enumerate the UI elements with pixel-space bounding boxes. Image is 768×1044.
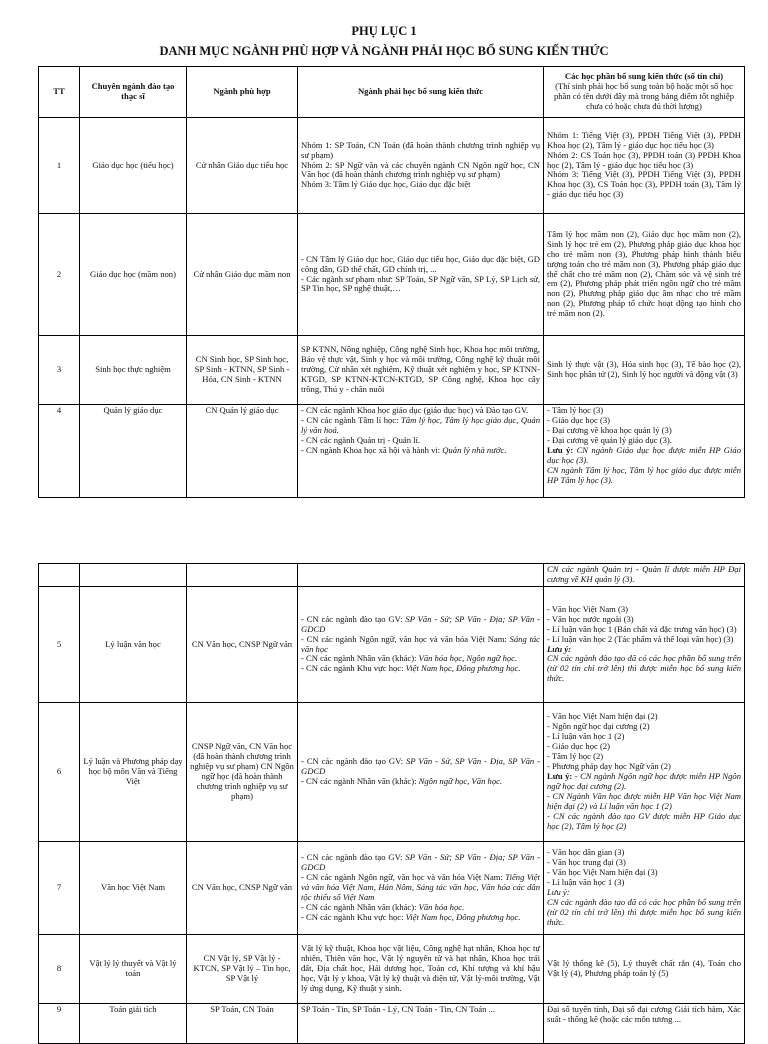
course-line: - Đại cương về quản lý giáo dục (3). (547, 434, 672, 445)
row-courses (544, 587, 745, 703)
row-courses (544, 703, 745, 842)
supp-prefix: - CN các ngành Khu vực học: (301, 663, 406, 674)
course-line: - Lí luận văn học 1 (2) (547, 731, 625, 742)
course-group-2: Nhóm 2: CS Toán học (3), PPDH toán (3) PPDH Khoa học (2), Tâm lý - giáo dục học tiểu học (3) (547, 149, 741, 170)
course-note (547, 446, 741, 466)
supp-line (301, 757, 540, 777)
course-note: CN ngành Tâm lý học, Tâm lý học giáo dục được miễn HP Tâm lý học (3). (547, 464, 741, 485)
row-fit (187, 564, 298, 587)
row-courses: Sinh lý thực vật (3), Hóa sinh học (3), Tế bào học (2), Sinh học phân tử (2), Sinh lý học người và động vật (3) (544, 336, 745, 405)
supp-prefix: - CN các ngành đào tạo GV: (301, 852, 406, 863)
course-line: - Văn học nước ngoài (3) (547, 613, 634, 624)
supp-detail: Tiếng Việt và văn hóa Việt Nam, Hán Nôm, Sáng tác văn học, Văn hóa các dân tộc thiểu số Việt Nam (301, 872, 540, 902)
course-line: - Đại cương về khoa học quản lý (3) (547, 424, 672, 435)
supp-prefix: - CN các ngành đào tạo GV: (301, 613, 406, 624)
row-major: Quản lý giáo dục (80, 405, 187, 498)
supp-line (301, 446, 540, 456)
note-label: Lưu ý: (547, 887, 570, 897)
row-major: Giáo dục học (tiểu học) (80, 118, 187, 214)
header-fit: Ngành phù hợp (187, 67, 298, 118)
row-tt: 8 (39, 935, 80, 1004)
note-label: Lưu ý: (547, 771, 573, 781)
table-row (39, 118, 745, 214)
course-line: - Lí luận văn học 2 (Tác phẩm và thể loại văn học) (3) (547, 633, 734, 644)
supp-detail: Quản lý nhà nước. (442, 444, 507, 455)
header-courses-note: (Thí sinh phải học bổ sung toàn bộ hoặc một số học phần có tên dưới đây mà trong bảng điểm tốt nghiệp chưa có hoặc chưa đủ thời lượng) (553, 81, 735, 111)
row-major (80, 564, 187, 587)
row-courses: Đại số tuyến tính, Đại số đại cương Giải tích hàm, Xác suất - thống kê (hoặc các môn tương ... (544, 1004, 745, 1044)
course-line: - Giáo dục học (3) (547, 414, 610, 425)
supp-line (301, 853, 540, 873)
supp-detail: Văn hóa học. (418, 901, 465, 912)
header-tt: TT (39, 67, 80, 118)
row-tt: 3 (39, 336, 80, 405)
row-tt: 5 (39, 587, 80, 703)
table-header-row (39, 67, 745, 118)
supp-line (301, 873, 540, 903)
row-supp (298, 703, 544, 842)
course-line: - Giáo dục học (2) (547, 741, 610, 752)
supp-line: - CN các ngành Khoa học giáo dục (giáo dục học) và Đào tạo GV. (301, 405, 529, 415)
table-row (39, 935, 745, 1004)
supp-detail: Việt Nam học, Đông phương học. (405, 663, 521, 674)
row-supp (298, 118, 544, 214)
supp-detail: SP Văn - Sử; SP Văn - Địa; SP Văn - GDCD (301, 613, 540, 634)
course-line: - Văn học dân gian (3) (547, 847, 625, 858)
header-courses-title: Các học phần bổ sung kiến thức (số tín chỉ) (564, 71, 724, 82)
supp-line: - CN Tâm lý Giáo dục học, Giáo dục tiểu học, Giáo dục đặc biệt, GD công dân, GD thể chất, GD chính trị, ... (301, 253, 540, 274)
course-line: - Tâm lý học (3) (547, 405, 604, 415)
course-line: - Văn học trung đại (3) (547, 857, 626, 868)
supp-prefix: - CN các ngành đào tạo GV: (301, 756, 406, 767)
course-note: - CN các ngành đào tạo GV được miễn HP Giáo dục học (2), Tâm lý học (2) (547, 810, 741, 831)
supp-prefix: - CN các ngành Nhân văn (khác): (301, 775, 419, 786)
row-fit: CN Văn học, CNSP Ngữ văn (187, 842, 298, 935)
table-row (39, 587, 745, 703)
row-supp: Vật lý kỹ thuật, Khoa học vật liệu, Công nghệ hạt nhân, Khoa học tự nhiên, Thiên văn học, Vật lý nguyên tử và hạt nhân, Khoa học trái đất, Địa chất học, Hải dương học, Toán cơ, Khí tượng và khí hậu học, Vật lý y khoa, Vật lý kỹ thuật và điện tử, Vật lý-môi trường, Vật lý ứng dụng, Kỹ thuật y sinh. (298, 935, 544, 1004)
row-tt: 2 (39, 214, 80, 336)
table-row (39, 214, 745, 336)
row-fit: CN Vật lý, SP Vật lý - KTCN, SP Vật lý – Tin học, SP Vật lý (187, 935, 298, 1004)
supp-line (301, 664, 540, 674)
row-fit: CN Sinh học, SP Sinh học, SP Sinh - KTNN, SP Sinh - Hóa, CN Sinh - KTNN (187, 336, 298, 405)
row-tt: 7 (39, 842, 80, 935)
row-major: Sinh học thực nghiệm (80, 336, 187, 405)
supp-detail: SP Văn - Sử, SP Văn - Địa, SP Văn - GDCD (301, 756, 540, 777)
row-fit: CN Quản lý giáo dục (187, 405, 298, 498)
row-tt (39, 564, 80, 587)
row-major: Toán giải tích (80, 1004, 187, 1044)
note-text: - CN ngành Ngôn ngữ học được miễn HP Ngôn ngữ học đại cương (2). (547, 771, 741, 791)
supp-line (301, 913, 540, 923)
supp-detail: Sáng tác văn học (301, 633, 540, 654)
supp-group-1: Nhóm 1: SP Toán, CN Toán (đã hoàn thành chương trình nghiệp vụ sư phạm) (301, 139, 540, 160)
supp-line: - Các ngành sư phạm như: SP Toán, SP Ngữ văn, SP Lý, SP Lịch sử, SP Tin học, SP nghệ thuật,… (301, 273, 540, 294)
row-fit: CN Văn học, CNSP Ngữ văn (187, 587, 298, 703)
row-courses (544, 405, 745, 498)
appendix-subtitle: DANH MỤC NGÀNH PHÙ HỢP VÀ NGÀNH PHẢI HỌC BỔ SUNG KIẾN THỨC (159, 44, 609, 58)
row-tt: 1 (39, 118, 80, 214)
supp-line (301, 416, 540, 436)
course-line: - Phương pháp dạy học Ngữ văn (2) (547, 761, 671, 772)
row-tt: 4 (39, 405, 80, 498)
supp-prefix: - CN các ngành Ngôn ngữ, văn học và văn hóa Việt Nam: (301, 633, 510, 644)
row-courses: Tâm lý học mầm non (2), Giáo dục học mầm non (2), Sinh lý học trẻ em (2), Phương pháp giáo dục khoa học cho trẻ mầm non (3), Phương pháp hình thành biểu tượng toán cho trẻ mầm non (3), Phương pháp giáo dục thể chất cho trẻ mầm non (2), Chăm sóc và vệ sinh trẻ em (2), Phương pháp phát triển ngôn ngữ cho trẻ mầm non (2), Phương pháp giáo dục âm nhạc cho trẻ mầm non (2), Phương pháp tổ chức hoạt động tạo hình cho trẻ mầm non (2). (544, 214, 745, 336)
row-major: Vật lý lý thuyết và Vật lý toán (80, 935, 187, 1004)
supp-detail: Ngôn ngữ học, Văn học. (418, 775, 503, 786)
table-row-continuation (39, 564, 745, 587)
course-note: CN các ngành đào tạo đã có các học phần bổ sung trên (từ 02 tín chỉ trở lên) thì được miễn học bổ sung kiến thức. (547, 653, 741, 684)
row-supp (298, 587, 544, 703)
note-label: Lưu ý: (547, 643, 572, 654)
supp-line (301, 615, 540, 635)
row-supp (298, 405, 544, 498)
supp-detail: Tâm lý học, Tâm lý học giáo dục, Quản lý văn hoá. (301, 414, 540, 435)
course-line: - Văn học Việt Nam hiện đại (3) (547, 867, 658, 878)
supp-detail: Việt Nam học, Đông phương học. (405, 911, 521, 922)
row-supp (298, 564, 544, 587)
row-major: Giáo dục học (mầm non) (80, 214, 187, 336)
note-label: Lưu ý: (547, 444, 574, 455)
row-major: Văn học Việt Nam (80, 842, 187, 935)
row-courses: Vật lý thống kê (5), Lý thuyết chất rắn (4), Toán cho Vật lý (4), Phương pháp toán lý (5) (544, 935, 745, 1004)
supp-detail: Văn hóa học, Ngôn ngữ học. (418, 653, 518, 664)
row-courses: CN các ngành Quản trị - Quản lí được miễn HP Đại cương về KH quản lý (3). (544, 564, 745, 587)
course-note: CN các ngành đào tạo đã có các học phần bổ sung trên (từ 02 tín chỉ trở lên) thì được miễn học bổ sung kiến thức. (547, 896, 741, 927)
row-fit: CNSP Ngữ văn, CN Văn học (đã hoàn thành chương trình nghiệp vụ sư phạm) CN Ngôn ngữ học (đã hoàn thành chương trình nghiệp vụ sư phạm) (187, 703, 298, 842)
supp-group-2: Nhóm 2: SP Ngữ văn và các chuyên ngành CN Ngôn ngữ học, CN Văn học (đã hoàn thành chương trình nghiệp vụ sư phạm) (301, 159, 540, 180)
supp-prefix: - CN các ngành Tâm lí học: (301, 414, 402, 425)
supp-prefix: - CN các ngành Ngôn ngữ, văn học và văn hóa Việt Nam: (301, 872, 506, 883)
course-line: - Ngôn ngữ học đại cương (2) (547, 721, 650, 732)
course-line: - Tâm lý học (2) (547, 751, 604, 762)
row-major: Lý luận và Phương pháp dạy học bộ môn Văn và Tiếng Việt (80, 703, 187, 842)
supp-prefix: - CN ngành Khoa học xã hội và hành vi: (301, 444, 443, 455)
appendix-title: PHỤ LỤC 1 (351, 24, 417, 38)
table-row (39, 405, 745, 498)
row-major: Lý luận văn học (80, 587, 187, 703)
row-supp (298, 842, 544, 935)
row-supp (298, 214, 544, 336)
row-fit: Cử nhân Giáo dục mầm non (187, 214, 298, 336)
course-line: - Văn học Việt Nam hiện đại (2) (547, 711, 658, 722)
row-supp: SP Toán - Tin, SP Toán - Lý, CN Toán - Tin, CN Toán ... (298, 1004, 544, 1044)
supp-line (301, 635, 540, 655)
course-line: - Văn học Việt Nam (3) (547, 603, 629, 614)
row-fit: Cử nhân Giáo dục tiểu học (187, 118, 298, 214)
supp-line: - CN các ngành Quản trị - Quản lí. (301, 434, 421, 445)
majors-table-part1 (38, 66, 745, 498)
header-major: Chuyên ngành đào tạo thạc sĩ (80, 67, 187, 118)
table-row (39, 703, 745, 842)
course-line: - Lí luận văn học 1 (Bản chất và đặc trưng văn học) (3) (547, 623, 737, 634)
course-group-1: Nhóm 1: Tiếng Việt (3), PPDH Tiếng Việt (3), PPDH Khoa học (2), Tâm lý - giáo dục học tiểu học (3) (547, 129, 741, 150)
supp-detail: SP Văn - Sử; SP Văn - Địa; SP Văn - GDCD (301, 852, 540, 873)
row-fit: SP Toán, CN Toán (187, 1004, 298, 1044)
row-courses (544, 118, 745, 214)
course-note (547, 772, 741, 792)
header-courses (544, 67, 745, 118)
course-note: - CN Ngành Văn học được miễn HP Văn học Việt Nam hiện đại (2) và Lí luận văn học 1 (2) (547, 790, 741, 811)
course-line: - Lí luận văn học 1 (3) (547, 877, 625, 888)
row-supp: SP KTNN, Nông nghiệp, Công nghệ Sinh học, Khoa học môi trường, Bảo vệ thực vật, Sinh y học và môi trường, Công nghệ kỹ thuật môi trường, Cử nhân xét nghiệm, Kỹ thuật xét nghiệm y học, SP KTNN-KTGD, SP KTNN-KTCN-KTGD, SP Công nghệ, Khoa học cây trồng, Thú y - chăn nuôi (298, 336, 544, 405)
row-tt: 6 (39, 703, 80, 842)
row-tt: 9 (39, 1004, 80, 1044)
majors-table-part2 (38, 563, 745, 1044)
note-text: CN ngành Giáo dục học được miễn HP Giáo dục học (3). (547, 444, 741, 465)
course-group-3: Nhóm 3: Tiếng Việt (3), PPDH Tiếng Việt (3), PPDH Khoa học (3), CS Toán học (3), PPDH toán (3), Tâm lý - giáo dục tiểu học (3) (547, 169, 741, 200)
table-row (39, 336, 745, 405)
supp-group-3: Nhóm 3: Tâm lý Giáo dục học, Giáo dục đặc biệt (301, 179, 471, 190)
supp-prefix: - CN các ngành Khu vực học: (301, 911, 406, 922)
table-row (39, 842, 745, 935)
header-supp: Ngành phải học bổ sung kiến thức (298, 67, 544, 118)
supp-prefix: - CN các ngành Nhân văn (khác): (301, 901, 419, 912)
row-courses (544, 842, 745, 935)
supp-line (301, 777, 540, 787)
supp-prefix: - CN các ngành Nhân văn (khác): (301, 653, 419, 664)
